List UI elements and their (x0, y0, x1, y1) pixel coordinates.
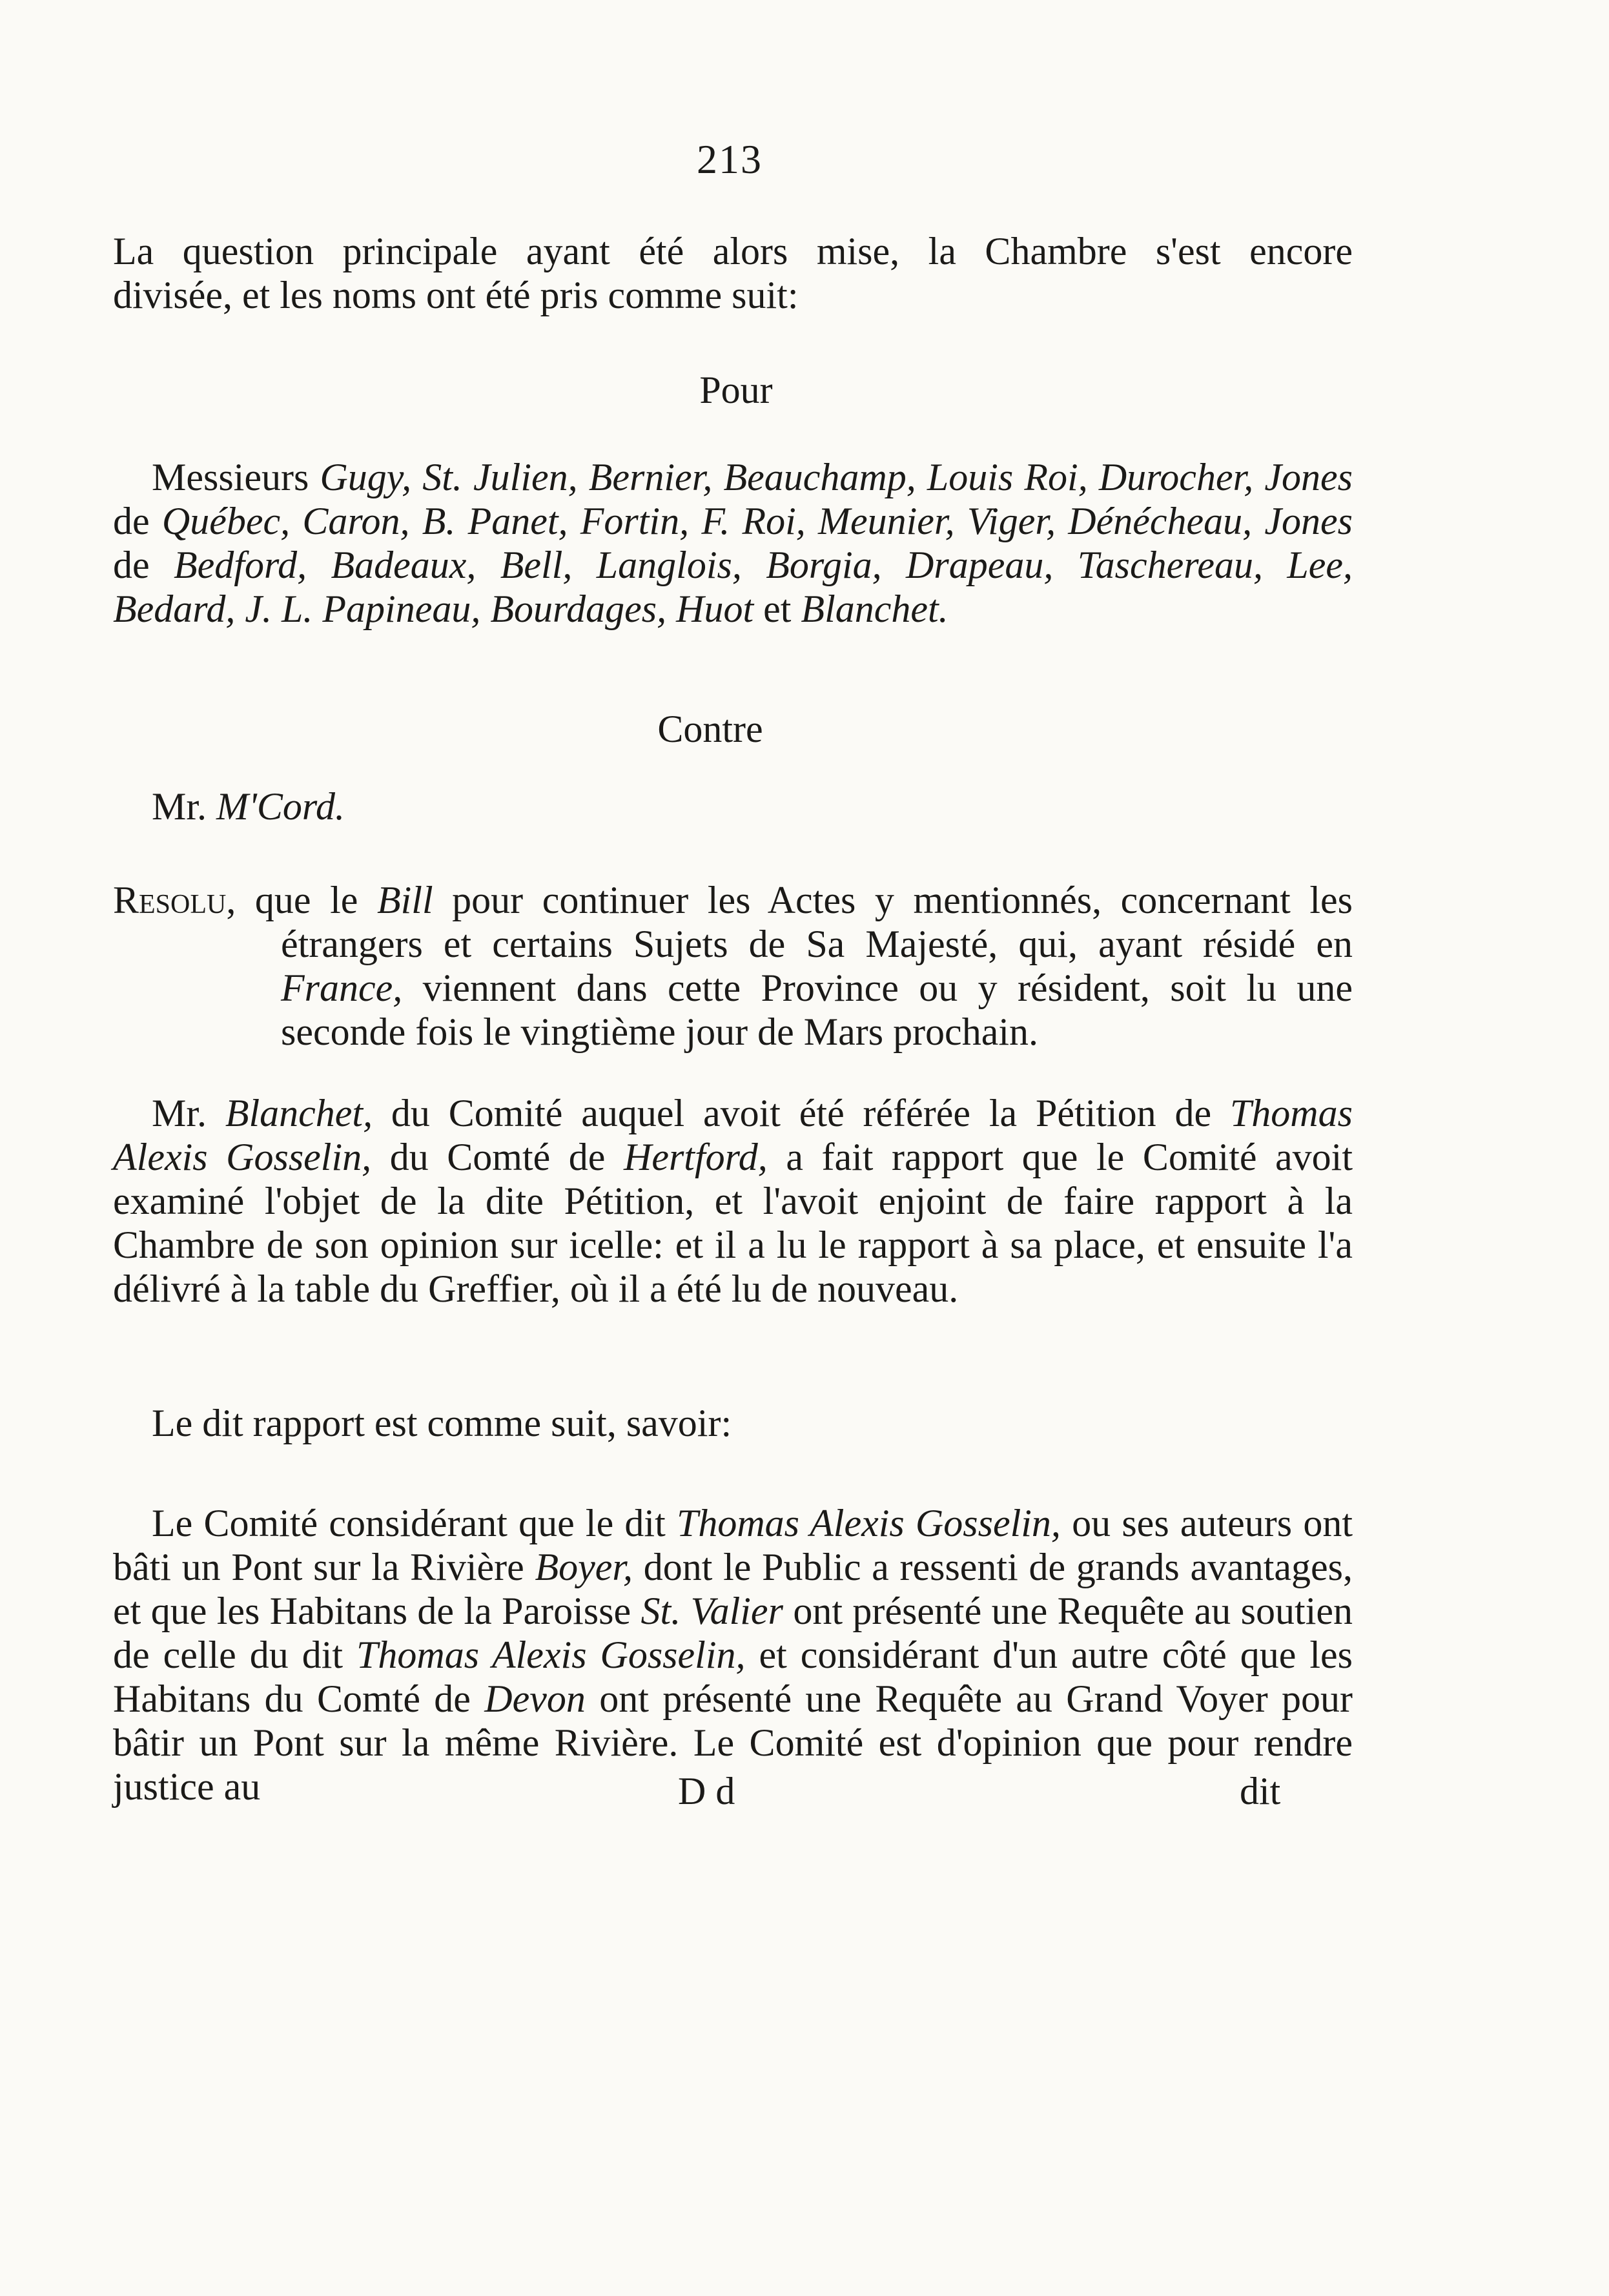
heading-contre: Contre (657, 708, 763, 750)
blanchet-text-1: du Comité auquel avoit été référée la Pétition de (373, 1092, 1230, 1134)
names-group-2: Québec, Caron, B. Panet, Fortin, F. Roi, Meunier, Viger, Dénécheau, Jones (161, 500, 1353, 542)
blanchet-mr: Mr. (152, 1092, 225, 1134)
signature-mark: D d (678, 1770, 735, 1812)
de-2: de (113, 544, 174, 586)
blanchet-text-3: a fait rapport que le Comité avoit examiné l'objet de la dite Pétition, et l'avoit enjoint de faire rapport à la Chambre de son opinion sur icelle: et il a lu le rapport à sa place, et ensuite l'a délivré à la table du Greffier, où il a été lu de nouveau. (113, 1136, 1353, 1310)
blanchet-text-2: du Comté de (371, 1136, 624, 1178)
gosselin-name-2: Thomas Alexis Gosselin, (356, 1634, 746, 1676)
catchword: dit (1240, 1770, 1281, 1812)
division-line-1: La question principale ayant été alors mise, la Chambre s'est encore (113, 230, 1353, 272)
names-group-3: Bedford, Badeaux, Bell, Langlois, Borgia, Drapeau, Taschereau, Lee, Bedard, J. L. Papineau, Bourdages, Huot (113, 544, 1353, 630)
heading-pour: Pour (699, 369, 773, 411)
boyer-name: Boyer, (535, 1546, 633, 1588)
messieurs-label: Messieurs (152, 456, 309, 498)
contre-name: M'Cord. (216, 785, 345, 828)
resolution-paragraph (113, 878, 1353, 1054)
names-group-4: Blanchet. (801, 588, 948, 630)
blanchet-report-paragraph (113, 1091, 1353, 1311)
comite-paragraph (113, 1501, 1353, 1809)
de-1: de (113, 500, 162, 542)
resolu-label: Resolu (113, 879, 227, 921)
hertford-name: Hertford, (623, 1136, 768, 1178)
comite-text-4: ont présenté une Requête au soutien de celle du dit (113, 1590, 1353, 1676)
comite-text-3: dont le Public a ressenti de grands avantages, et que les Habitans de la Paroisse (113, 1546, 1353, 1632)
division-line-2: divisée, et les noms ont été pris comme suit: (113, 274, 799, 316)
contre-mr: Mr. (152, 785, 217, 828)
france-word: France, (281, 967, 403, 1009)
rapport-line: Le dit rapport est comme suit, savoir: (152, 1402, 732, 1444)
gosselin-name-1: Thomas Alexis Gosselin, (676, 1502, 1061, 1544)
resolu-text-1: , que le (226, 879, 377, 921)
comite-text-2: ou ses auteurs ont bâti un Pont sur la Rivière (113, 1502, 1353, 1588)
resolu-text-3: viennent dans cette Province ou y résident, soit lu une seconde fois le vingtième jour de Mars prochain. (281, 967, 1353, 1053)
members-contre (152, 784, 1391, 828)
resolu-text-2: pour continuer les Actes y mentionnés, concernant les étrangers et certains Sujets de Sa Majesté, qui, ayant résidé en (281, 879, 1353, 965)
comite-text-6: ont présenté une Requête au Grand Voyer pour bâtir un Pont sur la même Rivière. Le Comité est d'opinion que pour rendre justice au (113, 1677, 1353, 1808)
comite-text-1: Le Comité considérant que le dit (152, 1502, 677, 1544)
comite-text-5: et considérant d'un autre côté que les Habitans du Comté de (113, 1634, 1353, 1720)
bill-word: Bill (376, 879, 433, 921)
valier-name: St. Valier (641, 1590, 783, 1632)
names-group-1: Gugy, St. Julien, Bernier, Beauchamp, Louis Roi, Durocher, Jones (320, 456, 1353, 498)
division-paragraph (113, 229, 1353, 317)
page-number: 213 (697, 136, 763, 182)
members-pour-list (113, 455, 1353, 631)
blanchet-name: Blanchet, (225, 1092, 373, 1134)
devon-name: Devon (484, 1677, 586, 1720)
petitioner-name: Thomas Alexis Gosselin, (113, 1092, 1353, 1178)
et-conjunction: et (753, 588, 801, 630)
